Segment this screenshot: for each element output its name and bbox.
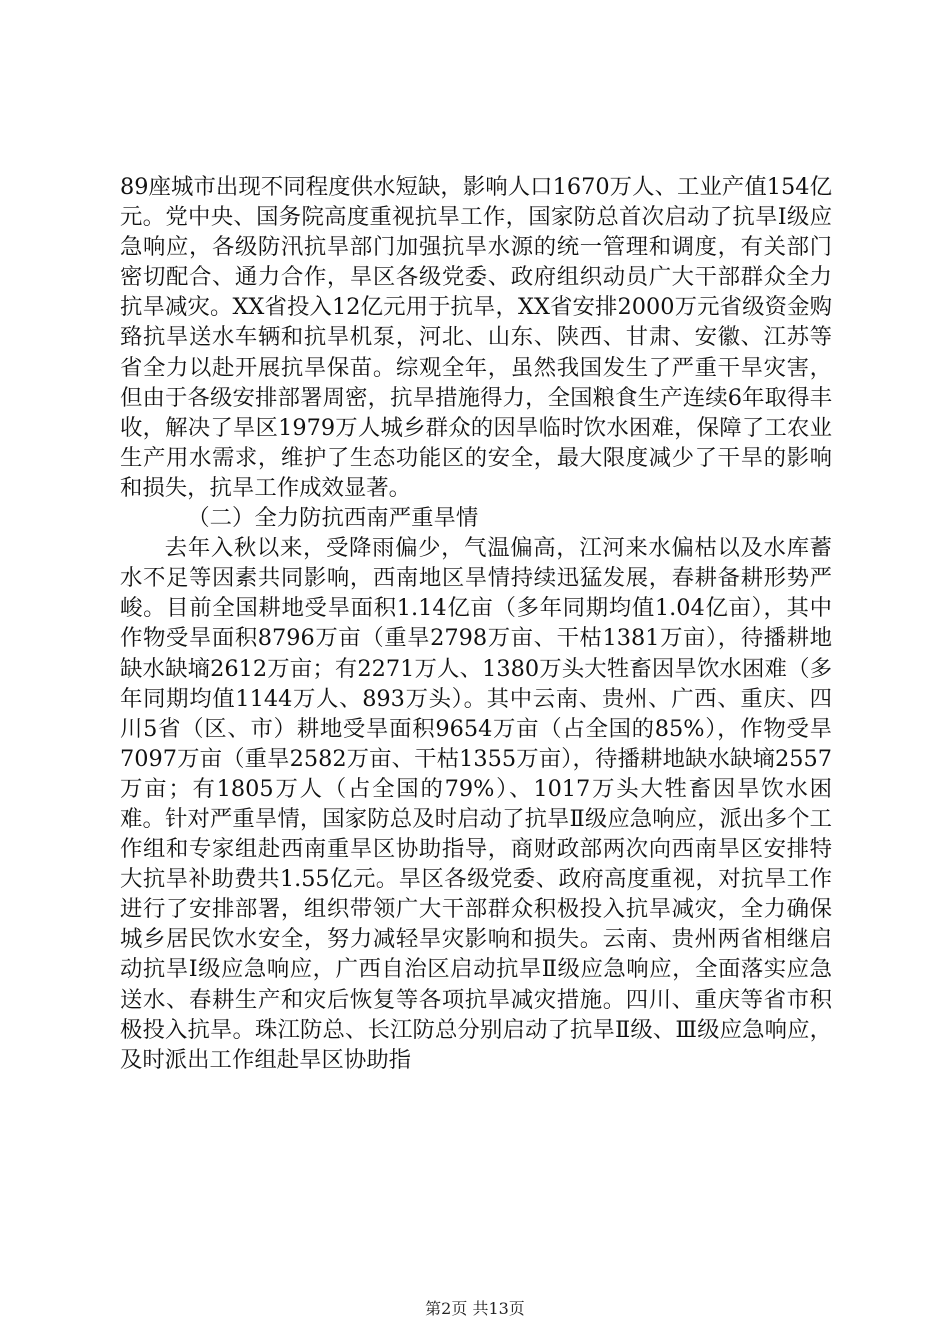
paragraph-continuation: 89座城市出现不同程度供水短缺，影响人口1670万人、工业产值154亿元。党中央、国务院高度重视抗旱工作，国家防总首次启动了抗旱Ⅰ级应急响应，各级防汛抗旱部门加强抗旱水源的统一管理和调度，有关部门密切配合、通力合作，旱区各级党委、政府组织动员广大干部群众全力抗旱减灾。XX省投入12亿元用于抗旱，XX省安排2000万元省级资金购臵抗旱送水车辆和抗旱机泵，河北、山东、陕西、甘肃、安徽、江苏等省全力以赴开展抗旱保苗。综观全年，虽然我国发生了严重干旱灾害，但由于各级安排部署周密，抗旱措施得力，全国粮食生产连续6年取得丰收，解决了旱区1979万人城乡群众的因旱临时饮水困难，保障了工农业生产用水需求，维护了生态功能区的安全，最大限度减少了干旱的影响和损失，抗旱工作成效显著。 [120, 174, 832, 501]
section-heading: （二）全力防抗西南严重旱情 [187, 505, 479, 532]
paragraph-southwest-drought: 去年入秋以来，受降雨偏少，气温偏高，江河来水偏枯以及水库蓄水不足等因素共同影响，西南地区旱情持续迅猛发展，春耕备耕形势严峻。目前全国耕地受旱面积1.14亿亩（多年同期均值1.04亿亩），其中作物受旱面积8796万亩（重旱2798万亩、干枯1381万亩），待播耕地缺水缺墒2612万亩；有2271万人、1380万头大牲畜因旱饮水困难（多年同期均值1144万人、893万头）。其中云南、贵州、广西、重庆、四川5省（区、市）耕地受旱面积9654万亩（占全国的85%），作物受旱7097万亩（重旱2582万亩、干枯1355万亩），待播耕地缺水缺墒2557万亩；有1805万人（占全国的79%）、1017万头大牲畜因旱饮水困难。针对严重旱情，国家防总及时启动了抗旱Ⅱ级应急响应，派出多个工作组和专家组赴西南重旱区协助指导，商财政部两次向西南旱区安排特大抗旱补助费共1.55亿元。旱区各级党委、政府高度重视，对抗旱工作进行了安排部署，组织带领广大干部群众积极投入抗旱减灾，全力确保城乡居民饮水安全，努力减轻旱灾影响和损失。云南、贵州两省相继启动抗旱Ⅰ级应急响应，广西自治区启动抗旱Ⅱ级应急响应，全面落实应急送水、春耕生产和灾后恢复等各项抗旱减灾措施。四川、重庆等省市积极投入抗旱。珠江防总、长江防总分别启动了抗旱Ⅱ级、Ⅲ级应急响应，及时派出工作组赴旱区协助指 [120, 535, 832, 1073]
document-body [120, 172, 832, 1075]
page-footer: 第2页 共13页 [425, 1299, 525, 1318]
